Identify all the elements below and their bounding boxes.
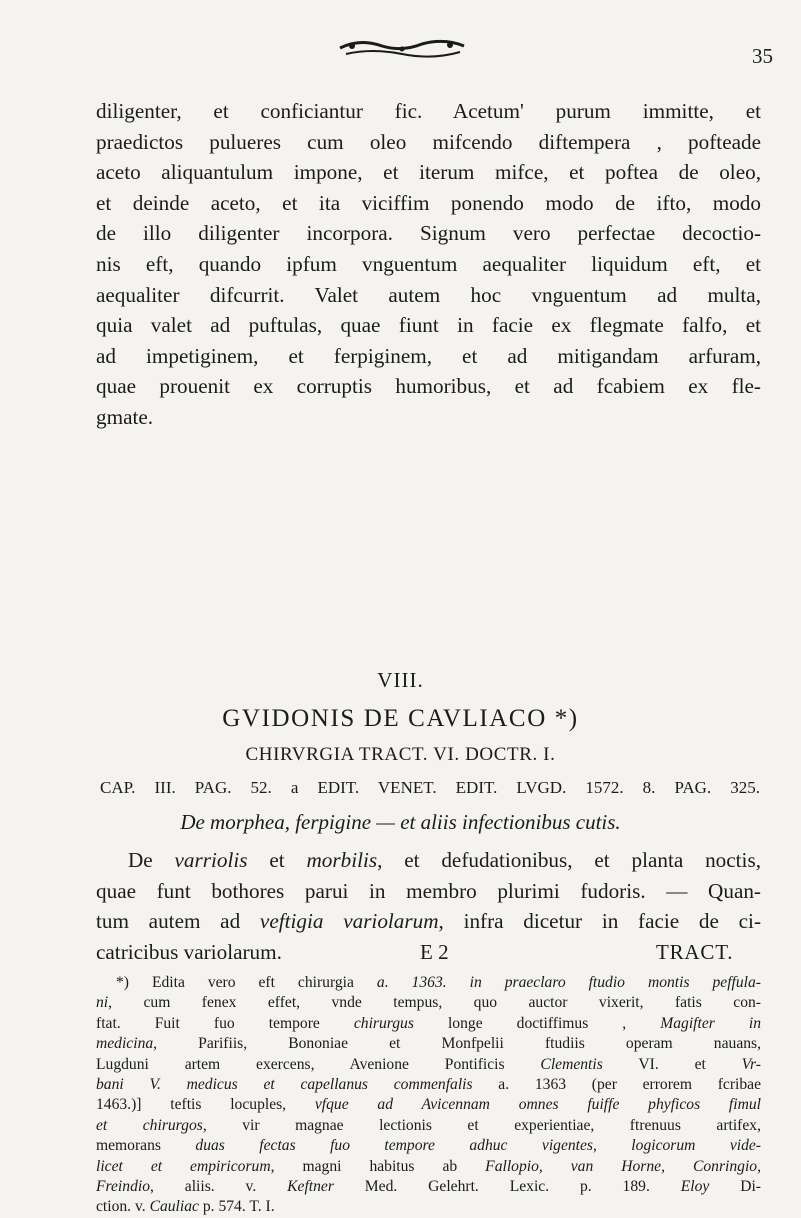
text-line: quae prouenit ex corruptis humoribus, et ad fcabiem ex fle- bbox=[96, 374, 761, 399]
catchword: TRACT. bbox=[656, 940, 734, 964]
text-line: quae funt bothores parui in membro plurimi fudoris. — Quan- bbox=[96, 878, 761, 903]
text-line: diligenter, et conficiantur fic. Acetum' purum immitte, et bbox=[96, 99, 761, 123]
footnote-line: 1463.)] teftis locuples, vfque ad Avicennam omnes fuiffe phyficos fimul bbox=[96, 1096, 761, 1114]
text-line: de illo diligenter incorpora. Signum vero perfectae decoctio- bbox=[96, 221, 761, 246]
text-line: gmate. bbox=[96, 404, 154, 429]
footnote-line: Lugduni artem exercens, Avenione Pontificis Clementis VI. et Vr- bbox=[96, 1055, 761, 1073]
footnote bbox=[96, 973, 761, 1218]
paragraph-ointment bbox=[96, 96, 761, 433]
footnote-line: et chirurgos, vir magnae lectionis et experientiae, ftrenuus artifex, bbox=[96, 1116, 761, 1134]
header-ornament bbox=[332, 34, 472, 64]
text-line: aequaliter difcurrit. Valet autem hoc vnguentum ad multa, bbox=[96, 282, 761, 307]
footnote-line: Freindio, aliis. v. Keftner Med. Gelehrt. Lexic. p. 189. Eloy Di- bbox=[96, 1178, 761, 1196]
text-line: De varriolis et morbilis, et defudationibus, et planta noctis, bbox=[128, 848, 761, 872]
text-line: et deinde aceto, et ita viciffim ponendo modo de ifto, modo bbox=[96, 190, 761, 215]
footnote-line: ni, cum fenex effet, vnde tempus, quo auctor vixerit, fatis con- bbox=[96, 994, 761, 1012]
edition-citation: CAP. III. PAG. 52. a EDIT. VENET. EDIT. LVGD. 1572. 8. PAG. 325. bbox=[100, 778, 760, 797]
footnote-line: ftat. Fuit fuo tempore chirurgus longe doctiffimus , Magifter in bbox=[96, 1014, 761, 1032]
footnote-line: licet et empiricorum, magni habitus ab Fallopio, van Horne, Conringio, bbox=[96, 1157, 761, 1175]
text-line: ad impetiginem, et ferpiginem, et ad mitigandam arfuram, bbox=[96, 343, 761, 368]
section-tract-heading: CHIRVRGIA TRACT. VI. DOCTR. I. bbox=[245, 744, 556, 765]
footnote-line: ction. v. Cauliac p. 574. T. I. bbox=[96, 1198, 275, 1216]
text-line: catricibus variolarum. bbox=[96, 939, 282, 964]
signature-mark: E 2 bbox=[420, 940, 449, 964]
text-line: tum autem ad veftigia variolarum, infra dicetur in facie de ci- bbox=[96, 909, 762, 934]
page-number: 35 bbox=[752, 44, 773, 68]
section-author-heading: GVIDONIS DE CAVLIACO *) bbox=[222, 705, 579, 732]
section-subtitle: De morphea, ferpigine — et aliis infectionibus cutis. bbox=[180, 810, 621, 834]
footnote-line: *) Edita vero eft chirurgia a. 1363. in praeclaro ftudio montis peffula- bbox=[116, 974, 761, 991]
text-line: nis eft, quando ipfum vnguentum aequaliter liquidum eft, et bbox=[96, 251, 761, 276]
section-number: VIII. bbox=[377, 668, 424, 692]
footnote-line: bani V. medicus et capellanus commenfalis a. 1363 (per errorem fcribae bbox=[96, 1076, 761, 1094]
text-line: aceto aliquantulum impone, et iterum mifce, et poftea de oleo, bbox=[96, 160, 761, 185]
text-line: praedictos pulueres cum oleo mifcendo diftempera , pofteade bbox=[96, 129, 761, 154]
text-line: quia valet ad puftulas, quae fiunt in facie ex flegmate falfo, et bbox=[96, 313, 761, 338]
footnote-line: memorans duas fectas fuo tempore adhuc vigentes, logicorum vide- bbox=[96, 1137, 762, 1155]
footnote-line: medicina, Parifiis, Bononiae et Monfpelii ftudiis operam nauans, bbox=[96, 1035, 761, 1053]
